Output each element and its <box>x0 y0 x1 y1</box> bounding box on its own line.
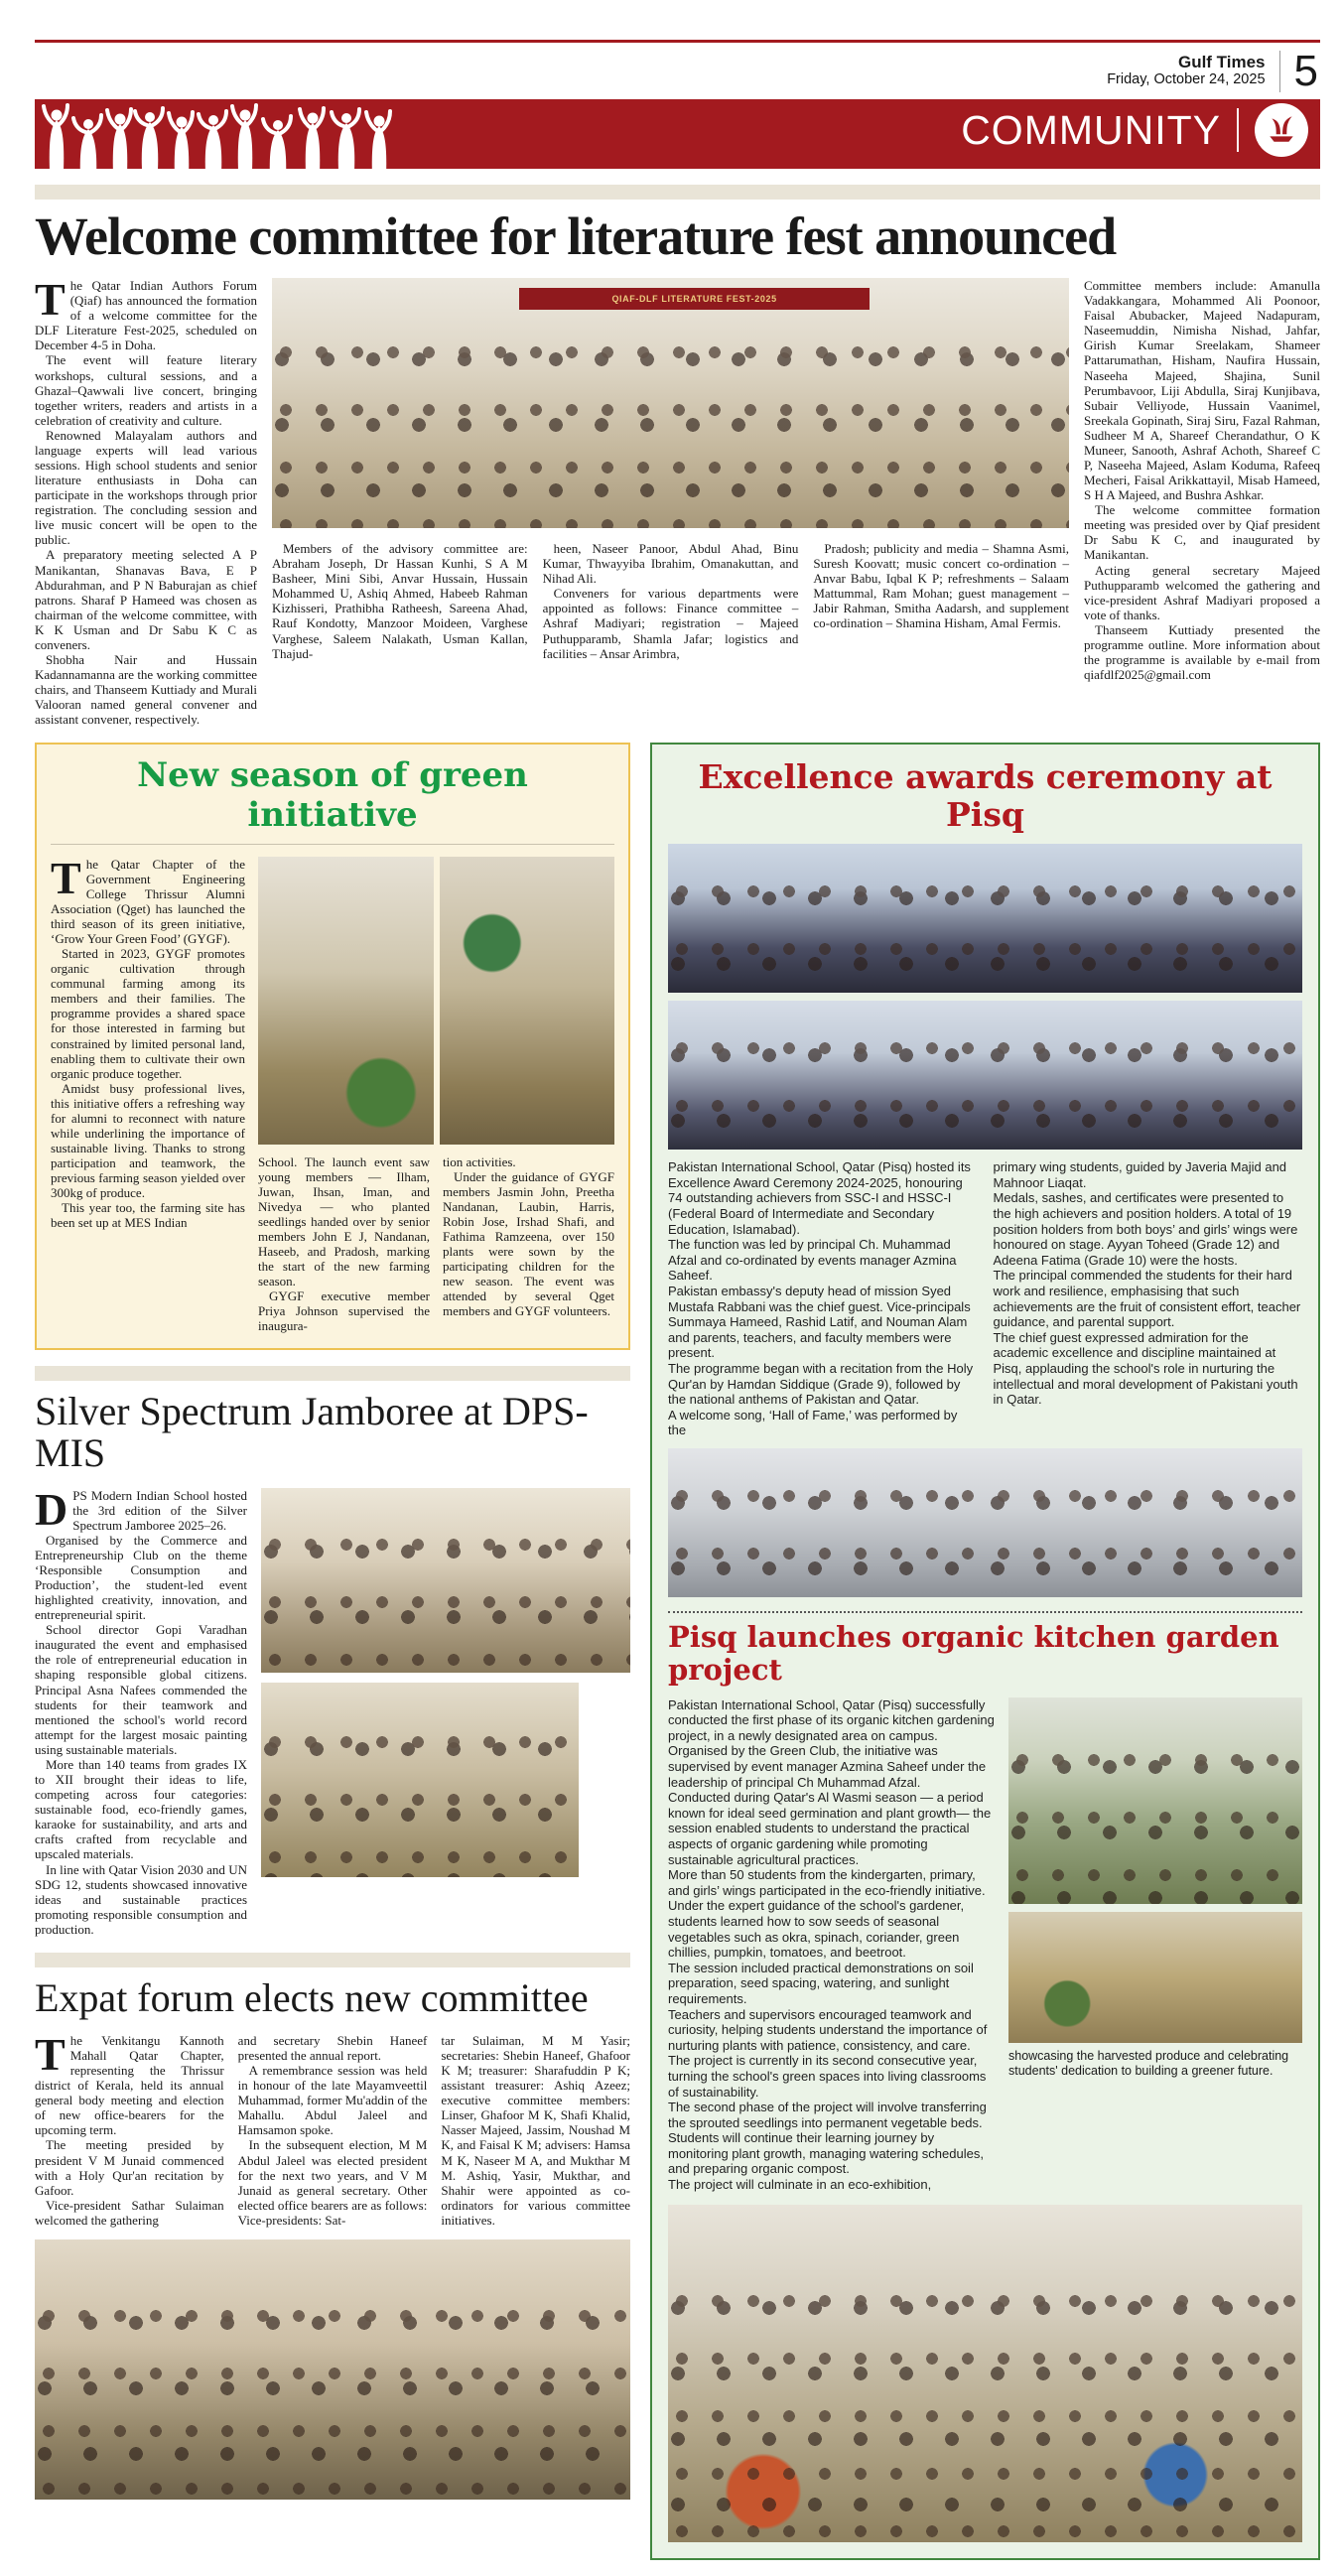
crowd-silhouette-icon <box>37 103 434 169</box>
paragraph: and secretary Shebin Haneef presented the annual report. <box>237 2032 428 2063</box>
page-number: 5 <box>1293 47 1318 95</box>
paragraph: Vice-president Sathar Sulaiman welcomed the gathering <box>35 2197 224 2228</box>
green-continuation <box>258 1154 614 1334</box>
paragraph: School. The launch event saw young members — Ilham, Juwan, Ihsan, Iman, and Nivedya — who planted seedlings handed over by senior members John E J, Nandanan, Haseeb, and Pradosh, marking the start of the new farming season. <box>258 1153 430 1289</box>
lit-fest-article <box>35 274 1320 728</box>
photo-banner-text: QIAF-DLF LITERATURE FEST-2025 <box>519 288 870 310</box>
jamboree-event-photo-1 <box>261 1488 630 1673</box>
paragraph: Teachers and supervisors encouraged teamwork and curiosity, helping students understand the importance of nurturing plants with patience, consistency, and care. The project is currently in its second consecutive year, turning the school's green spaces into living classrooms of sustainability. <box>668 2006 988 2100</box>
garden-students-photo-2 <box>1008 1912 1302 2043</box>
expat-body <box>35 2028 631 2228</box>
paragraph: A welcome song, ‘Hall of Fame,’ was performed by the <box>668 1407 958 1438</box>
paragraph: Amidst busy professional lives, this initiative offers a refreshing way for alumni to reconnect with nature while underlining the importance of sustainable living. Thanks to strong participation and teamwork, the previous farming season yielded over 300kg of produce. <box>51 1080 245 1201</box>
expat-group-photo <box>35 2239 630 2500</box>
dropcap: D <box>35 1483 68 1535</box>
dotted-divider <box>668 1611 1302 1613</box>
paragraph: Organised by the Commerce and Entrepreneurship Club on the theme ‘Responsible Consumption and Production’, the student-led event highlighted creativity, innovation, and entrepreneurial spirit. <box>35 1532 247 1623</box>
paragraph: Medals, sashes, and certificates were presented to the high achievers and position holders. A total of 19 position holders from both boys’ and girls’ wings were honoured on stage. Ayyan Toheed (Grade 12) and Adeena Fatima (Grade 10) were the hosts. <box>993 1190 1298 1268</box>
section-title: COMMUNITY <box>961 106 1221 153</box>
paragraph: Renowned Malayalam authors and language experts will lead various sessions. High school students and senior literature enthusiasts in Doha can participate in the workshops through prior registration. The concluding session and live music concert will be open to the public. <box>35 427 257 548</box>
jamboree-column-1 <box>35 1483 247 1937</box>
banner-right <box>961 103 1320 165</box>
pisq-awards-column-2 <box>994 1159 1303 1438</box>
paragraph: The Qatar Indian Authors Forum (Qiaf) has announced the formation of a welcome committee for the DLF Literature Fest-2025, scheduled on December 4-5 in Doha. <box>35 274 257 353</box>
lit-fest-column-1 <box>35 274 257 728</box>
pisq-garden-photos <box>1008 1697 1302 2193</box>
green-planting-photo-1 <box>258 857 434 1145</box>
paragraph: The welcome committee formation meeting was presided over by Qiaf president Dr Sabu K C, and inaugurated by Manikantan. <box>1084 502 1320 563</box>
pisq-awards-headline: Excellence awards ceremony at Pisq <box>698 757 1273 835</box>
paragraph: More than 140 teams from grades IX to XII brought their ideas to life, competing across four categories: sustainable food, eco-friendly games, karaoke for sustainability, and arts and crafts crafted from recyclable and upscaled materials. <box>35 1756 247 1862</box>
pisq-graduates-photo-2 <box>668 1001 1302 1150</box>
banner-divider <box>1237 108 1239 152</box>
section-divider-rule <box>35 185 1320 200</box>
headline-rule <box>51 844 614 845</box>
paragraph: The Venkitangu Kannoth Mahall Qatar Chapter, representing the Thrissur district of Kerala, held its annual general body meeting and election of new office-bearers for the upcoming term. <box>35 2028 224 2138</box>
paragraph: Pakistan International School, Qatar (Pisq) successfully conducted the first phase of its organic kitchen gardening project, in a newly designated area on campus. Organised by the Green Club, the initiative was supervised by event manager Azmina Saheef under the leadership of principal Ch Muhammad Afzal. <box>668 1696 995 1790</box>
paragraph: The function was led by principal Ch. Muhammad Afzal and co-ordinated by events manager Azmina Saheef. <box>668 1237 957 1284</box>
lit-fest-headline: Welcome committee for literature fest announced <box>35 206 1117 266</box>
newspaper-name: Gulf Times <box>1177 53 1266 72</box>
dropcap: T <box>35 274 66 326</box>
paragraph: Acting general secretary Majeed Puthupparamb welcomed the gathering and vice-president Ashraf Madiyari proposed a vote of thanks. <box>1084 562 1320 622</box>
paragraph: The principal commended the students for their hard work and resilience, emphasising that such achievements are the fruit of consistent effort, teacher guidance, and parental support. <box>993 1268 1301 1330</box>
paragraph: Pakistan embassy's deputy head of mission Syed Mustafa Rabbani was the chief guest. Vice-principals Summaya Hameed, Rashid Latif, and Nouman Alam and parents, teachers, and faculty members were present. <box>668 1284 971 1361</box>
green-initiative-headline: New season of green initiative <box>137 755 528 835</box>
masthead-divider <box>1279 51 1280 92</box>
lit-fest-column-right <box>1084 278 1320 727</box>
section-divider-rule <box>35 1366 630 1381</box>
pisq-awards-column-1 <box>668 1159 978 1438</box>
caption-text: Pradosh; publicity and media – Shamna Asmi, Suresh Koovatt; music concert co-ordination – Anvar Babu, Iqbal K P; refreshments – Salaam Mattummal, Ram Mohan; guest management – Jabir Rahman, Smitha Aadarsh, and supplement co-ordination – Shamina Hisham, Amal Fermis. <box>813 541 1070 631</box>
green-column-3 <box>443 1154 614 1334</box>
jamboree-headline: Silver Spectrum Jamboree at DPS-MIS <box>35 1388 589 1475</box>
paragraph: The second phase of the project will involve transferring the sprouted seedlings into permanent vegetable beds. Students will continue their learning journey by monitoring plant growth, managing watering schedules, and preparing organic compost. <box>668 2100 987 2177</box>
garden-students-photo-1 <box>1008 1697 1302 1904</box>
jamboree-body <box>35 1483 630 1937</box>
green-right-area <box>258 857 614 1334</box>
caption-column-2 <box>543 541 799 661</box>
lower-area <box>35 743 1320 2559</box>
lit-fest-caption <box>272 541 1069 661</box>
gulf-times-dhow-logo-icon <box>1255 103 1308 157</box>
paragraph: Thanseem Kuttiady presented the programme outline. More information about the programme is available by e-mail from qiafdlf2025@gmail.com <box>1084 621 1320 683</box>
jamboree-photos <box>261 1488 630 1937</box>
lit-fest-middle <box>272 278 1069 727</box>
expat-column-1 <box>35 2028 224 2228</box>
paragraph: Shobha Nair and Hussain Kadannamanna are the working committee chairs, and Thanseem Kuttiady and Murali Valooran named general convener and assistant convener, respectively. <box>35 652 257 728</box>
expat-column-2 <box>238 2033 428 2228</box>
paragraph: primary wing students, guided by Javeria Majid and Mahnoor Liaqat. <box>993 1159 1287 1190</box>
paragraph: DPS Modern Indian School hosted the 3rd edition of the Silver Spectrum Jamboree 2025–26. <box>35 1483 247 1535</box>
issue-date: Friday, October 24, 2025 <box>1107 71 1266 88</box>
dropcap: T <box>51 852 81 903</box>
paragraph: Started in 2023, GYGF promotes organic cultivation through communal farming among its members and their families. The programme provides a shared space for those interested in farming but constrained by limited personal land, enabling them to cultivate their own organic produce together. <box>51 946 245 1081</box>
masthead-text <box>1107 54 1265 88</box>
paragraph: This year too, the farming site has been set up at MES Indian <box>51 1200 245 1231</box>
jamboree-event-photo-2 <box>261 1683 579 1877</box>
paragraph: The programme began with a recitation from the Holy Qur'an by Hamdan Siddique (Grade 9), followed by the national anthems of Pakistan and Qatar. <box>668 1361 974 1408</box>
pisq-garden-body <box>668 1697 1302 2193</box>
garden-photo-caption: showcasing the harvested produce and celebrating students' dedication to building a greener future. <box>1008 2048 1289 2078</box>
paragraph: The chief guest expressed admiration for the academic excellence and discipline maintained at Pisq, applauding the school's role in nurturing the intellectual and moral development of Pakistani youth in Qatar. <box>993 1329 1298 1408</box>
pisq-awards-body <box>668 1159 1302 1438</box>
paragraph: The session included practical demonstrations on soil preparation, seed spacing, watering, and sunlight requirements. <box>668 1960 974 2006</box>
paragraph: The event will feature literary workshops, cultural sessions, and a Ghazal–Qawwali live concert, bringing together writers, readers and artists in a celebration of creativity and culture. <box>35 352 257 428</box>
expat-column-3 <box>441 2033 630 2228</box>
paragraph: School director Gopi Varadhan inaugurated the event and emphasised the role of entrepreneurial education in shaping responsible global citizens. Principal Asna Nafees commended the students for their teamwork and mentioned the school's world record attempt for the largest mosaic painting using sustainable materials. <box>35 1622 247 1757</box>
green-column-1 <box>51 852 245 1334</box>
paragraph: A remembrance session was held in honour of the late Mayamveettil Muhammad, former Mu'addin of the Mahallu. Abdul Jaleel and Hamsamon spoke. <box>237 2063 428 2138</box>
paragraph: Pakistan International School, Qatar (Pisq) hosted its Excellence Award Ceremony 2024-2025, honouring 74 outstanding achievers from SSC-I and HSSC-I (Federal Board of Intermediate and Secondary Education, Islamabad). <box>668 1159 971 1237</box>
paragraph: tion activities. <box>443 1153 516 1169</box>
expat-forum-section <box>35 1953 630 2500</box>
expat-headline: Expat forum elects new committee <box>35 1974 589 2020</box>
pisq-audience-photo <box>668 1448 1302 1597</box>
green-initiative-body <box>51 852 614 1334</box>
paragraph: The meeting presided by president V M Junaid commenced with a Holy Qur'an recitation by Gafoor. <box>35 2137 224 2198</box>
caption-text: Conveners for various departments were appointed as follows: Finance committee – Ashraf Madiyari; registration – Majeed Puthupparamb, Shamla Jafar; logistics and facilities – Ansar Arimbra, <box>542 586 799 661</box>
section-banner <box>35 99 1320 169</box>
green-photos <box>258 857 614 1145</box>
lit-fest-group-photo <box>272 278 1069 528</box>
pisq-garden-headline: Pisq launches organic kitchen garden project <box>668 1619 1279 1688</box>
paragraph: GYGF executive member Priya Johnson supervised the inaugura- <box>258 1288 430 1334</box>
caption-column-3 <box>813 541 1069 661</box>
section-divider-rule <box>35 1953 630 1967</box>
paragraph: The Qatar Chapter of the Government Engineering College Thrissur Alumni Association (Qget) has launched the third season of its green initiative, ‘Grow Your Green Food’ (GYGF). <box>51 852 245 946</box>
dropcap: T <box>35 2028 66 2080</box>
green-column-2 <box>258 1154 430 1334</box>
caption-column-1 <box>272 541 528 661</box>
pisq-box <box>650 743 1320 2559</box>
masthead <box>35 43 1320 99</box>
paragraph: Under the guidance of GYGF members Jasmin John, Preetha Nandanan, Laubin, Harris, Robin Jose, Irshad Shafi, and Fathima Ramzeena, over 150 plants were sown by the participating children for the new season. The event was attended by several Qget members and GYGF volunteers. <box>443 1168 614 1319</box>
paragraph: In the subsequent election, M M Abdul Jaleel was elected president for the next two years, and V M Junaid as general secretary. Other elected office bearers are as follows: Vice-presidents: Sat- <box>237 2137 428 2228</box>
garden-group-photo <box>668 2205 1302 2542</box>
caption-text: Members of the advisory committee are: Abraham Joseph, Dr Hassan Kunhi, S A M Basheer, Mini Sibi, Anvar Hussain, Hussain Mohammed U, Ashiq Ahmed, Habeeb Rahman Kizhisseri, Prathibha Ratheesh, Sareena Ahad, Rauf Kondotty, Manzoor Moideen, Varghese Varghese, Saleem Nalakath, Usman Kallan, Thajud- <box>272 541 528 661</box>
paragraph: tar Sulaiman, M M Yasir; secretaries: Shebin Haneef, Ghafoor K M; treasurer: Sharafuddin P K; assistant treasurer: Ashiq Azeez; executive committee members: Linser, Ghafoor M K, Shafi Khalid, Nasser Majeed, Jassim, Noushad M K, and Faisal K M; advisers: Hamsa M K, Naseer M A, and Mukthar M M. Ashiq, Yasir, Mukthar, and Shahir were appointed as co-ordinators for various committee initiatives. <box>441 2032 631 2228</box>
paragraph: Committee members include: Amanulla Vadakkangara, Mohammed Ali Poonoor, Faisal Abubacker, Majeed Nadapuram, Naseemuddin, Nimisha Nishad, Jahfar, Girish Kumar Sreelakam, Shameer Pattarumathan, Hisham, Naufira Hussain, Naseeha Majeed, Shajina, Sunil Perumbavoor, Liji Abdulla, Siraj Kunjibava, Subair Velliyode, Hussain Vaanimel, Sreekala Gopinath, Siraj Siru, Fazal Rahman, Sudheer M A, Shareef Cherandathur, O K Muneer, Sanooth, Ashraf Achoth, Shareef C P, Naseeha Majeed, Aslam Koduma, Rafeeq Mecheri, Faisal Arikkattayil, Misab Hameed, S H A Majeed, and Bushra Ashkar. <box>1084 278 1320 503</box>
green-initiative-box <box>35 743 630 1349</box>
paragraph: In line with Qatar Vision 2030 and UN SDG 12, students showcased innovative ideas and sustainable practices promoting responsible consumption and production. <box>35 1861 247 1937</box>
pisq-garden-column <box>668 1697 995 2193</box>
paragraph: More than 50 students from the kindergarten, primary, and girls’ wings participated in the eco-friendly initiative. Under the expert guidance of the school's gardener, students learned how to sow seeds of seasonal vegetables such as okra, spinach, coriander, green chillies, pumpkin, tomatoes, and beetroot. <box>668 1867 986 1961</box>
green-planting-photo-2 <box>440 857 615 1145</box>
caption-text: heen, Naseer Panoor, Abdul Ahad, Binu Kumar, Thwayyiba Ibrahim, Omanakuttan, and Nihad Ali. <box>542 541 799 587</box>
pisq-graduates-photo-1 <box>668 844 1302 993</box>
jamboree-section <box>35 1366 630 1937</box>
left-column-stack <box>35 743 630 2499</box>
paragraph: A preparatory meeting selected A P Manikantan, Shanavas Bava, E P Abdurahman, and P N Baburajan as chief patrons. Sharaf P Hameed was chosen as chairman of the welcome committee, with K K Usman and Dr Sabu K C as conveners. <box>35 547 257 652</box>
paragraph: The project will culminate in an eco-exhibition, <box>668 2177 932 2193</box>
paragraph: Conducted during Qatar's Al Wasmi season — a period known for ideal seed germination and plant growth— the session enabled students to understand the practical aspects of organic gardening while promoting sustainable agricultural practices. <box>668 1790 992 1867</box>
